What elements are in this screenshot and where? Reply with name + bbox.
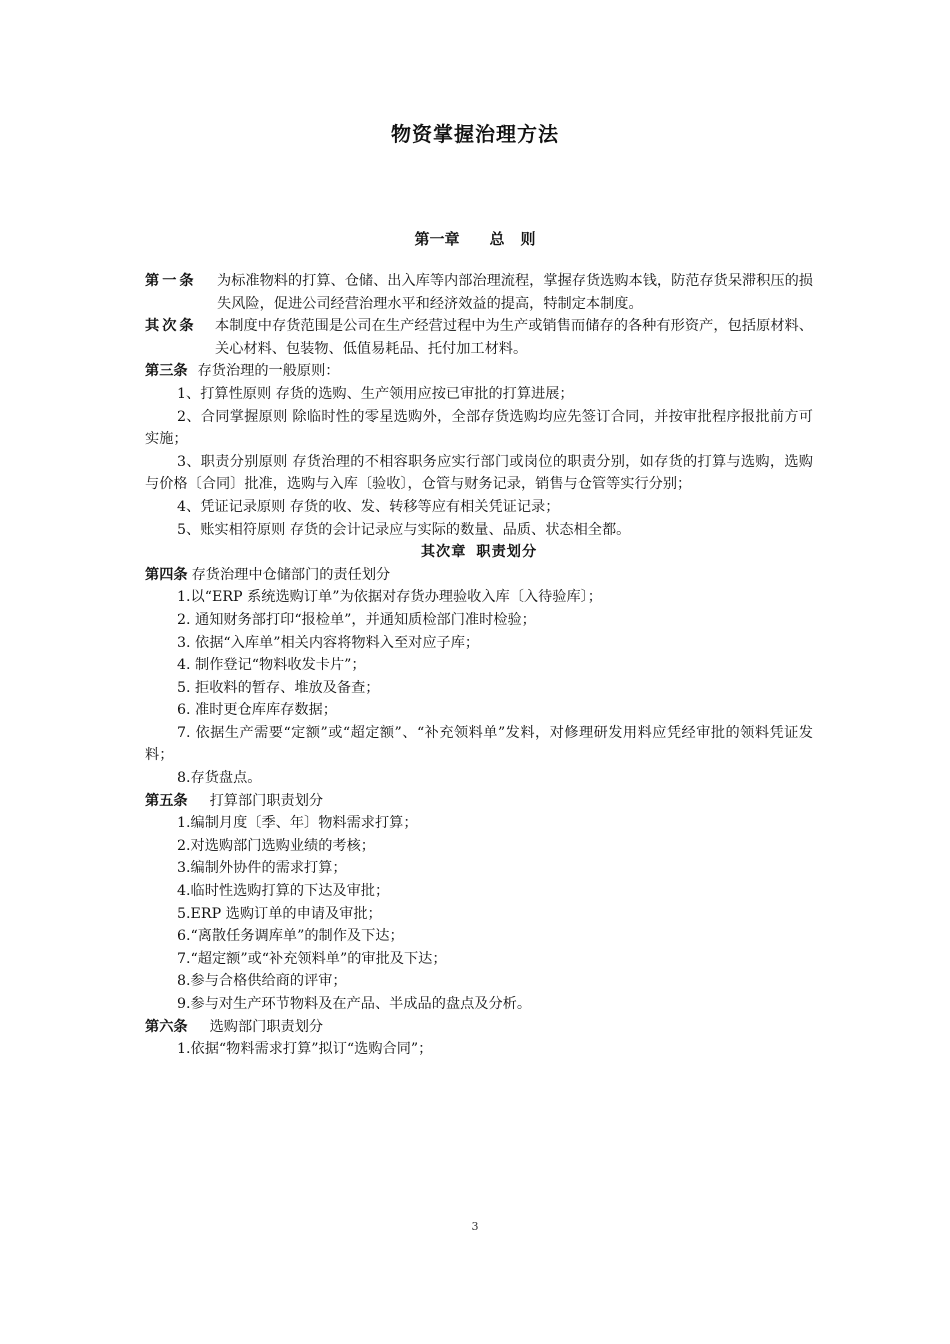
- article-4-item: 1.以“ERP 系统选购订单”为依据对存货办理验收入库〔入待验库〕；: [177, 589, 602, 606]
- page-number: 3: [471, 1220, 479, 1233]
- chapter-1-number: 第一章: [414, 230, 460, 248]
- article-2: [145, 315, 813, 360]
- article-5-item: 2.对选购部门选购业绩的考核；: [177, 837, 375, 854]
- document-body: [145, 270, 813, 1061]
- article-4-item: 7. 依据生产需要“定额”或“超定额”、“补充领料单”发料，对修理研发用料应凭经审批的领料凭证发料；: [145, 724, 813, 764]
- article-4-item: 6. 准时更仓库库存数据；: [177, 702, 337, 719]
- chapter-2-heading: [145, 541, 813, 564]
- article-3-item: 1、打算性原则 存货的选购、生产领用应按已审批的打算进展；: [177, 385, 574, 402]
- article-3-item: 2、合同掌握原则 除临时性的零星选购外，全部存货选购均应先签订合同，并按审批程序报批前方可实施；: [145, 408, 813, 448]
- article-6-label: 第六条: [145, 1018, 188, 1035]
- article-4-item: 8.存货盘点。: [177, 770, 262, 787]
- chapter-1-title-b: 则: [520, 230, 536, 248]
- article-3-text: 存货治理的一般原则：: [197, 363, 340, 380]
- article-4-item: 3. 依据“入库单”相关内容将物料入至对应子库；: [177, 634, 480, 651]
- article-4-text: 存货治理中仓储部门的责任划分: [191, 566, 391, 583]
- article-5-item: 3.编制外协件的需求打算；: [177, 860, 347, 877]
- article-3: [145, 360, 813, 383]
- chapter-1-title-a: 总: [489, 230, 505, 248]
- article-4: [145, 564, 813, 587]
- article-5-item: 7.“超定额”或“补充领料单”的审批及下达；: [177, 950, 447, 967]
- article-5-item: 1.编制月度〔季、年〕物料需求打算；: [177, 815, 418, 832]
- article-4-item: 4. 制作登记“物料收发卡片”；: [177, 657, 366, 674]
- article-2-label: 其次条: [145, 318, 197, 335]
- article-6-text: 选购部门职责划分: [209, 1018, 324, 1035]
- article-5-item: 6.“离散任务调库单”的制作及下达；: [177, 928, 404, 945]
- article-4-label: 第四条: [145, 566, 188, 583]
- article-3-label: 第三条: [145, 363, 188, 380]
- article-3-item: 3、职责分别原则 存货治理的不相容职务应实行部门或岗位的职责分别，如存货的打算与选购，选购与价格〔合同〕批准，选购与入库〔验收〕，仓管与财务记录，销售与仓管等实行分别；: [145, 453, 813, 493]
- article-6-item: 1.依据“物料需求打算”拟订“选购合同”；: [177, 1041, 433, 1058]
- article-1-text: 为标准物料的打算、仓储、出入库等内部治理流程，掌握存货选购本钱，防范存货呆滞积压的损失风险，促进公司经营治理水平和经济效益的提高，特制定本制度。: [217, 273, 813, 312]
- article-5-item: 9.参与对生产环节物料及在产品、半成品的盘点及分析。: [177, 996, 532, 1012]
- article-5-text: 打算部门职责划分: [209, 792, 324, 809]
- article-3-item: 5、账实相符原则 存货的会计记录应与实际的数量、品质、状态相全都。: [177, 521, 631, 538]
- document-title: 物资掌握治理方法: [391, 122, 559, 146]
- article-5-label: 第五条: [145, 792, 188, 809]
- chapter-2-title: 职责划分: [476, 544, 538, 561]
- article-5-item: 4.临时性选购打算的下达及审批；: [177, 883, 390, 900]
- chapter-1-heading: [0, 228, 950, 249]
- article-4-item: 5. 拒收料的暂存、堆放及备查；: [177, 679, 380, 696]
- article-4-item: 2. 通知财务部打印“报检单”，并通知质检部门准时检验；: [177, 611, 536, 628]
- article-1-label: 第一条: [145, 273, 197, 289]
- chapter-2-number: 其次章: [420, 544, 467, 561]
- article-2-text: 本制度中存货范围是公司在生产经营过程中为生产或销售而储存的各种有形资产，包括原材料、关心材料、包装物、低值易耗品、托付加工材料。: [215, 318, 813, 357]
- article-5-item: 8.参与合格供给商的评审；: [177, 973, 347, 990]
- article-5-item: 5.ERP 选购订单的申请及审批；: [177, 905, 382, 922]
- article-5: [145, 790, 813, 813]
- article-1: [145, 270, 813, 315]
- article-6: [145, 1016, 813, 1039]
- article-3-item: 4、凭证记录原则 存货的收、发、转移等应有相关凭证记录；: [177, 498, 560, 515]
